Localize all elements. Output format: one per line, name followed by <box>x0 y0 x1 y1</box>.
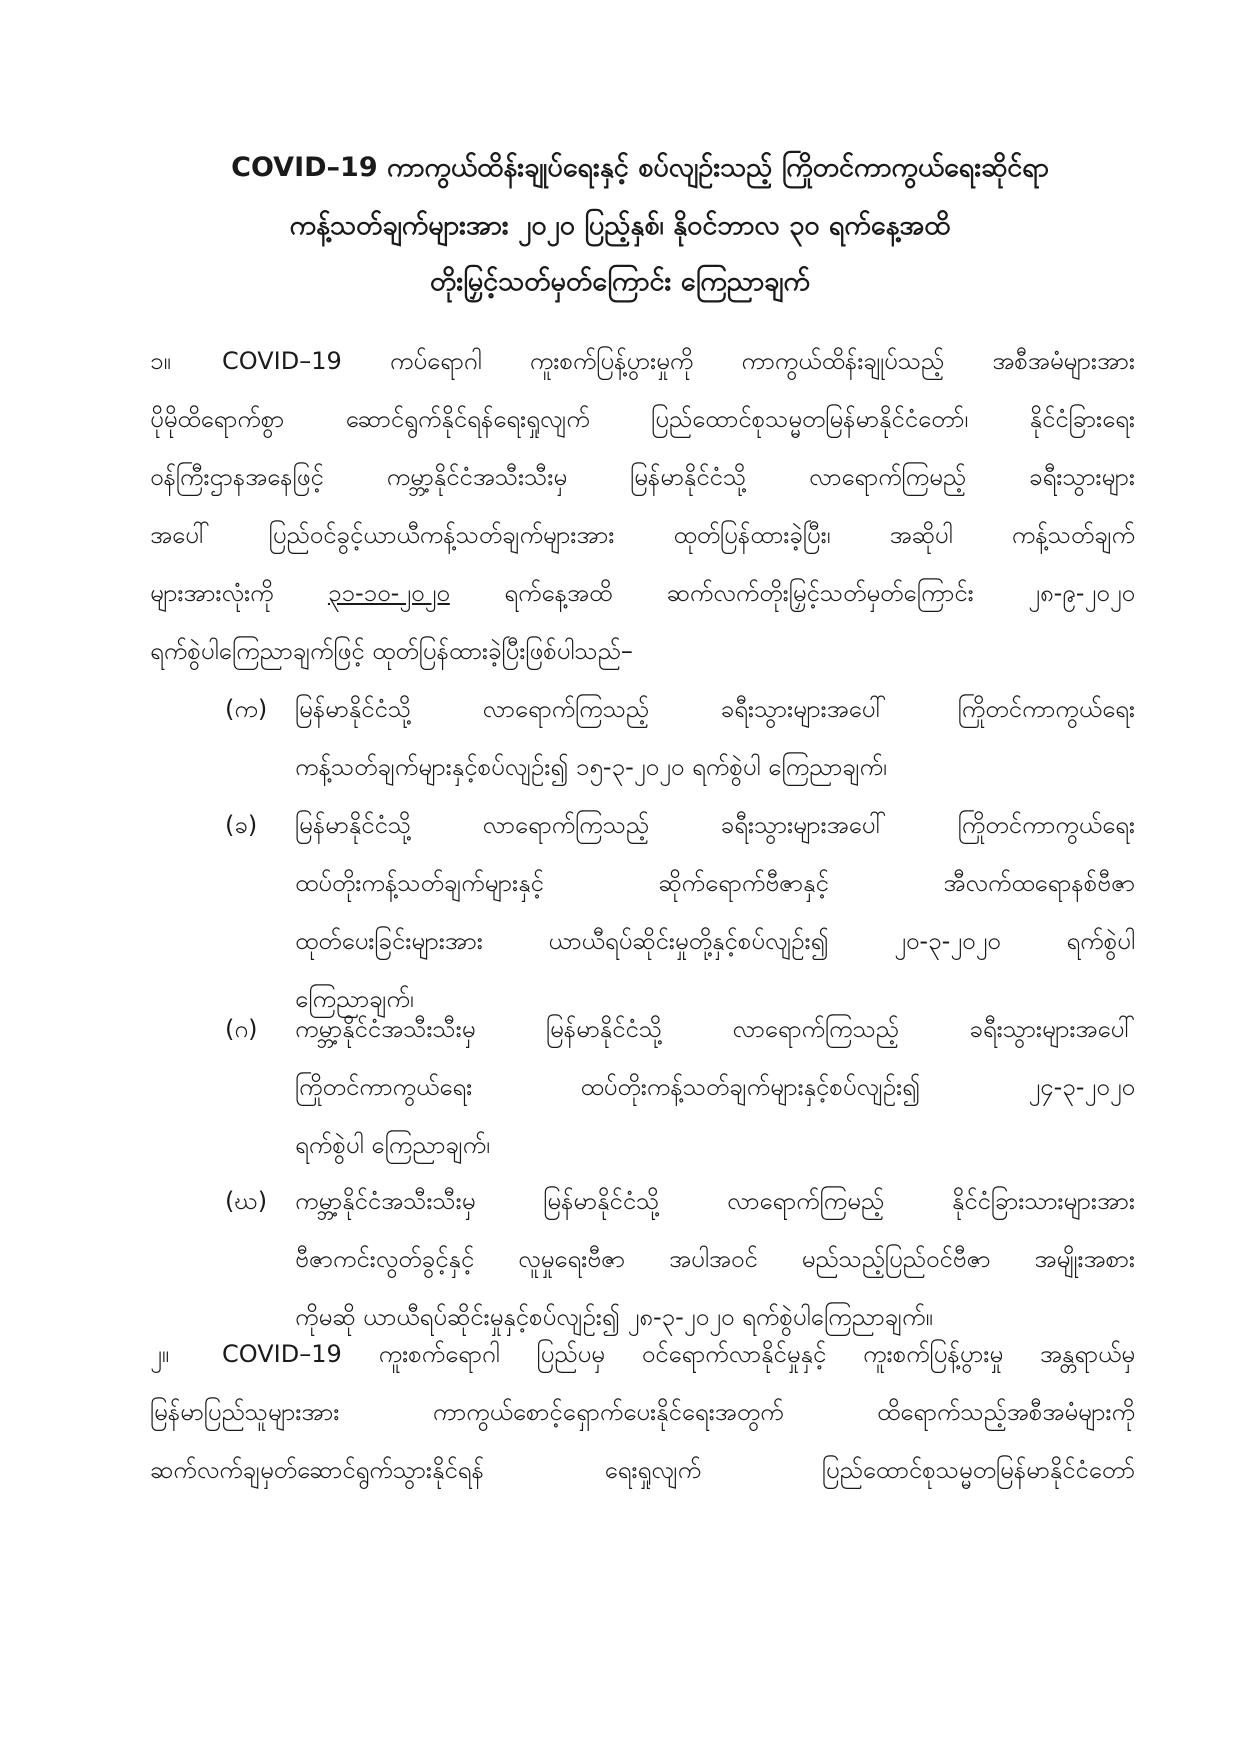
paragraph-text: များအားလုံးကို <box>150 579 274 607</box>
list-item-line: ထပ်တိုးကန့်သတ်ချက်များနှင့် ဆိုက်ရောက်ဗီဇာနှင့် အီလက်ထရောနစ်ဗီဇာ <box>295 869 1135 897</box>
list-item-line: ရက်စွဲပါ ကြေညာချက်၊ <box>295 1131 490 1159</box>
paragraph-1 <box>150 332 1135 680</box>
paragraph-number: ၂။ <box>150 1340 170 1368</box>
list-item-marker: (က) <box>225 695 268 723</box>
paragraph-text: ရက်နေ့အထိ ဆက်လက်တိုးမြှင့်သတ်မှတ်ကြောင်း ၂၈-၉-၂၀၂၀ <box>504 579 1135 607</box>
paragraph-1-line: အပေါ် ပြည်ဝင်ခွင့်ယာယီကန့်သတ်ချက်များအား ထုတ်ပြန်ထားခဲ့ပြီး၊ အဆိုပါ ကန့်သတ်ချက် <box>150 521 1135 549</box>
paragraph-2-line <box>150 1325 1135 1383</box>
list-item-marker: (ဃ) <box>225 1187 268 1215</box>
list-item-body <box>295 1000 1135 1174</box>
list-item-line: ဗီဇာကင်းလွတ်ခွင့်နှင့် လူမှုရေးဗီဇာ အပါအဝင် မည်သည့်ပြည်ဝင်ဗီဇာ အမျိုးအစား <box>295 1245 1135 1273</box>
list-item-line: မြန်မာနိုင်ငံသို့ လာရောက်ကြသည့် ခရီးသွားများအပေါ် ကြိုတင်ကာကွယ်ရေး <box>295 695 1135 723</box>
paragraph-2 <box>150 1325 1135 1499</box>
list-item-line: ကန့်သတ်ချက်များနှင့်စပ်လျဉ်း၍ ၁၅-၃-၂၀၂၀ ရက်စွဲပါ ကြေညာချက်၊ <box>295 753 887 781</box>
list-item-line: ကြေညာချက်၊ <box>295 985 414 1013</box>
paragraph-1-line: ပိုမိုထိရောက်စွာ ဆောင်ရွက်နိုင်ရန်ရေးရှုလျက် ပြည်ထောင်စုသမ္မတမြန်မာနိုင်ငံတော်၊ နိုင်ငံခြားရေး <box>150 405 1135 433</box>
list-item-line: ထုတ်ပေးခြင်းများအား ယာယီရပ်ဆိုင်းမှုတို့နှင့်စပ်လျဉ်း၍ ၂၀-၃-၂၀၂၀ ရက်စွဲပါ <box>295 927 1135 955</box>
document-title-line-1: COVID–19 ကာကွယ်ထိန်းချုပ်ရေးနှင့် စပ်လျဉ်းသည့် ကြိုတင်ကာကွယ်ရေးဆိုင်ရာ <box>231 152 1049 183</box>
list-item-line: ကြိုတင်ကာကွယ်ရေး ထပ်တိုးကန့်သတ်ချက်များနှင့်စပ်လျဉ်း၍ ၂၄-၃-၂၀၂၀ <box>295 1073 1135 1101</box>
paragraph-1-line <box>150 564 1135 622</box>
paragraph-2-line: ဆက်လက်ချမှတ်ဆောင်ရွက်သွားနိုင်ရန် ရေးရှုလျက် ပြည်ထောင်စုသမ္မတမြန်မာနိုင်ငံတော် <box>150 1456 1135 1484</box>
paragraph-text: COVID–19 ကူးစက်ရောဂါ ပြည်ပမှ ဝင်ရောက်လာနိုင်မှုနှင့် ကူးစက်ပြန့်ပွားမှု အန္တရာယ်မှ <box>222 1340 1135 1368</box>
list-item-line: မြန်မာနိုင်ငံသို့ လာရောက်ကြသည့် ခရီးသွားများအပေါ် ကြိုတင်ကာကွယ်ရေး <box>295 811 1135 839</box>
list-item-marker: (ဂ) <box>225 1015 258 1043</box>
list-item-body <box>295 680 1135 796</box>
underlined-date: ၃၁-၁၀-၂၀၂၀ <box>327 579 450 607</box>
document-title-line-2: ကန့်သတ်ချက်များအား ၂၀၂၀ ပြည့်နှစ်၊ နိုဝင်ဘာလ ၃၀ ရက်နေ့အထိ <box>289 210 951 241</box>
paragraph-2-line: မြန်မာပြည်သူများအား ကာကွယ်စောင့်ရှောက်ပေးနိုင်ရေးအတွက် ထိရောက်သည့်အစီအမံများကို <box>150 1398 1135 1426</box>
list-item-body <box>295 796 1135 1028</box>
document-title-line-3: တိုးမြှင့်သတ်မှတ်ကြောင်း ကြေညာချက် <box>430 266 810 297</box>
paragraph-text: COVID–19 ကပ်ရောဂါ ကူးစက်ပြန့်ပွားမှုကို ကာကွယ်ထိန်းချုပ်သည့် အစီအမံများအား <box>222 347 1135 375</box>
paragraph-number: ၁။ <box>150 347 171 375</box>
list-item-line: ကမ္ဘာ့နိုင်ငံအသီးသီးမှ မြန်မာနိုင်ငံသို့ လာရောက်ကြသည့် ခရီးသွားများအပေါ် <box>295 1015 1135 1043</box>
list-item-line: ကမ္ဘာ့နိုင်ငံအသီးသီးမှ မြန်မာနိုင်ငံသို့ လာရောက်ကြမည့် နိုင်ငံခြားသားများအား <box>295 1187 1135 1215</box>
list-item-marker: (ခ) <box>225 811 258 839</box>
list-item-body <box>295 1172 1135 1346</box>
paragraph-1-line: ရက်စွဲပါကြေညာချက်ဖြင့် ထုတ်ပြန်ထားခဲ့ပြီးဖြစ်ပါသည်– <box>150 637 633 665</box>
paragraph-1-line <box>150 332 1135 390</box>
paragraph-1-line: ဝန်ကြီးဌာနအနေဖြင့် ကမ္ဘာ့နိုင်ငံအသီးသီးမှ မြန်မာနိုင်ငံသို့ လာရောက်ကြမည့် ခရီးသွားများ <box>150 463 1135 491</box>
list-item-line: ကိုမဆို ယာယီရပ်ဆိုင်းမှုနှင့်စပ်လျဉ်း၍ ၂၈-၃-၂၀၂၀ ရက်စွဲပါကြေညာချက်။ <box>295 1303 933 1331</box>
